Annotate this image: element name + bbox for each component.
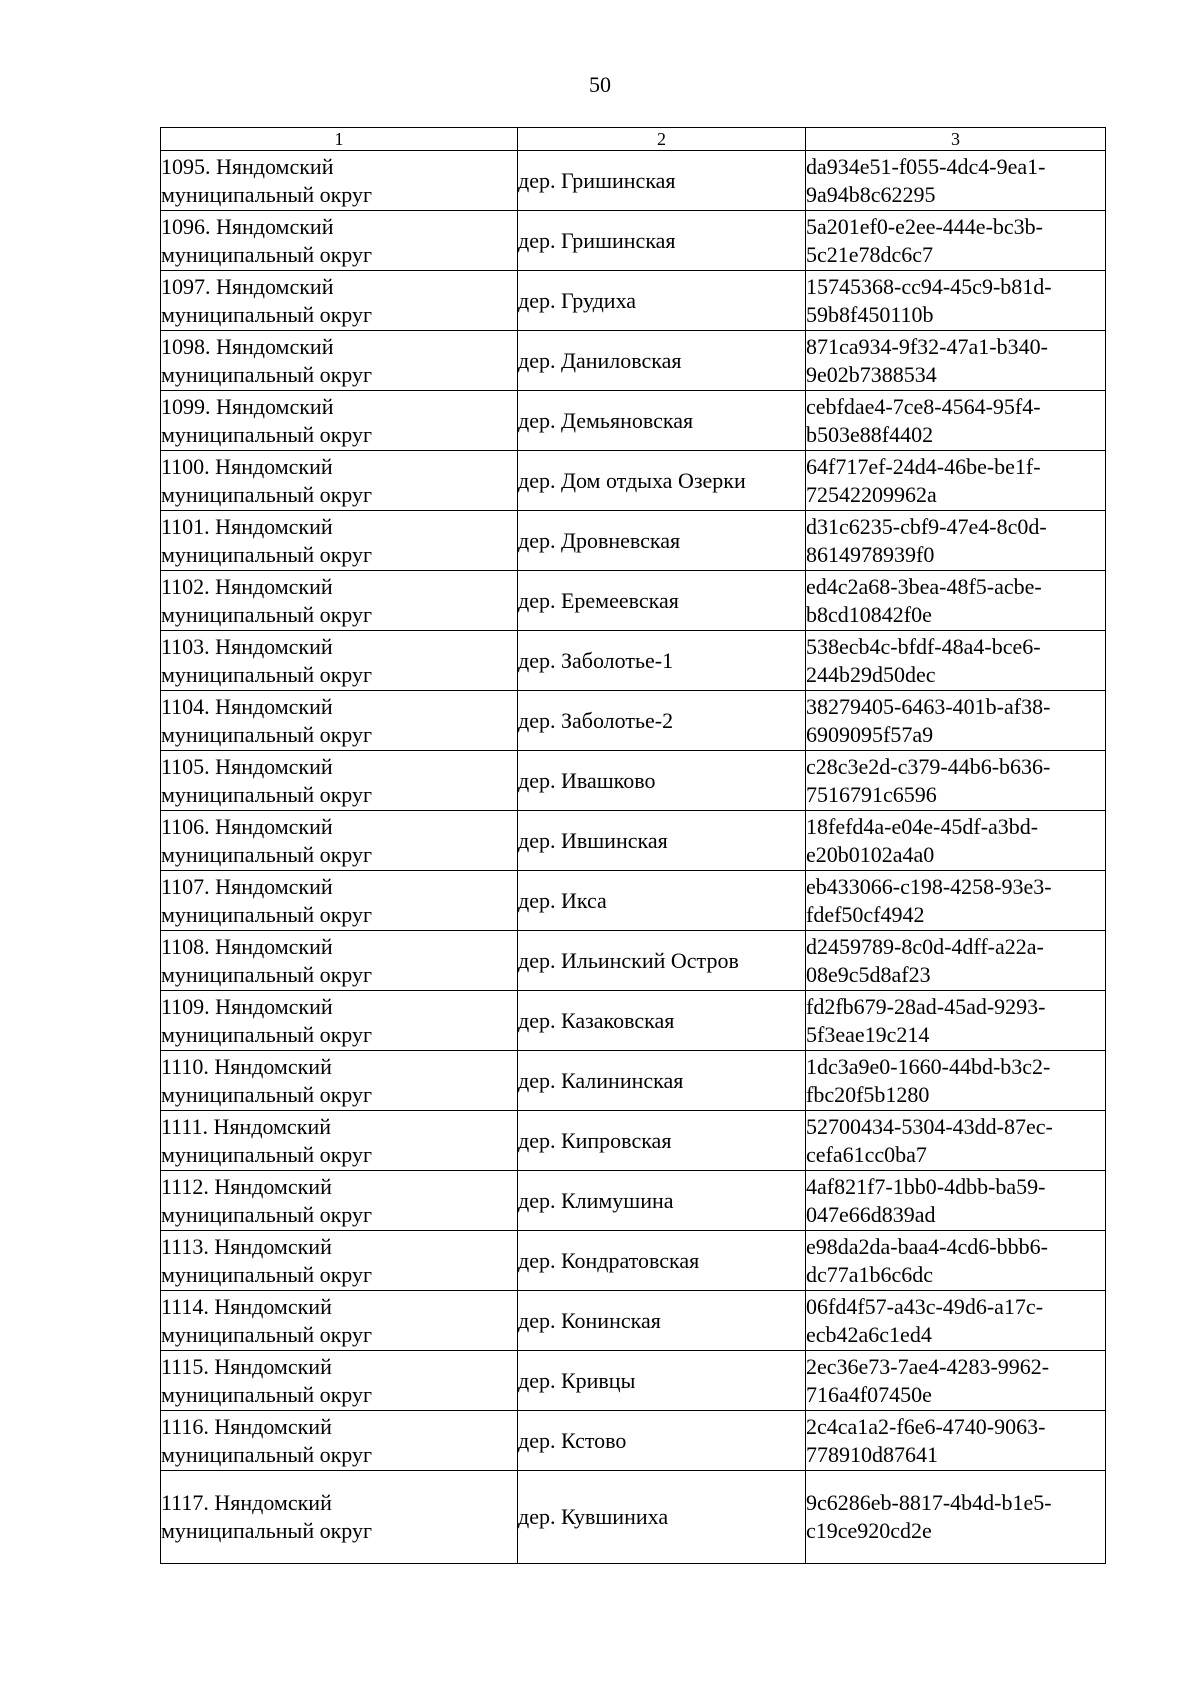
guid-text-line: 244b29d50dec <box>806 661 936 687</box>
district-cell <box>161 751 518 811</box>
district-text-line: 1110. Няндомский <box>161 1053 332 1079</box>
table-body <box>161 151 1106 1564</box>
district-text-line: муниципальный округ <box>161 661 373 687</box>
settlement-cell: дер. Конинская <box>518 1291 806 1351</box>
guid-text-line: c19ce920cd2e <box>806 1518 932 1543</box>
settlement-cell: дер. Казаковская <box>518 991 806 1051</box>
district-text-line: муниципальный округ <box>161 421 373 447</box>
guid-text-line: 9a94b8c62295 <box>806 181 936 207</box>
district-text-line: 1103. Няндомский <box>161 633 333 659</box>
district-cell <box>161 1051 518 1111</box>
settlement-cell: дер. Дом отдыха Озерки <box>518 451 806 511</box>
district-text-line: муниципальный округ <box>161 1201 373 1227</box>
guid-cell <box>806 391 1106 451</box>
district-text-line: 1101. Няндомский <box>161 513 333 539</box>
guid-text-line: 59b8f450110b <box>806 301 934 327</box>
table-row <box>161 991 1106 1051</box>
guid-cell <box>806 631 1106 691</box>
district-cell <box>161 1231 518 1291</box>
table-row <box>161 151 1106 211</box>
settlement-cell: дер. Еремеевская <box>518 571 806 631</box>
guid-text-line: 52700434-5304-43dd-87ec- <box>806 1113 1053 1139</box>
guid-cell <box>806 511 1106 571</box>
table-row <box>161 571 1106 631</box>
guid-cell <box>806 331 1106 391</box>
table-row <box>161 211 1106 271</box>
district-cell <box>161 1471 518 1564</box>
table-row <box>161 1411 1106 1471</box>
settlements-table <box>160 127 1106 1564</box>
guid-cell <box>806 871 1106 931</box>
guid-text-line: b503e88f4402 <box>806 421 934 447</box>
guid-text-line: 9c6286eb-8817-4b4d-b1e5- <box>806 1490 1052 1515</box>
guid-text-line: 538ecb4c-bfdf-48a4-bce6- <box>806 633 1041 659</box>
district-text-line: 1111. Няндомский <box>161 1113 332 1139</box>
district-text-line: 1102. Няндомский <box>161 573 333 599</box>
guid-cell <box>806 1231 1106 1291</box>
guid-text-line: d2459789-8c0d-4dff-a22a- <box>806 933 1044 959</box>
guid-cell <box>806 691 1106 751</box>
guid-cell <box>806 1111 1106 1171</box>
table-row <box>161 631 1106 691</box>
guid-text-line: 08e9c5d8af23 <box>806 961 931 987</box>
district-text-line: 1096. Няндомский <box>161 213 334 239</box>
district-cell <box>161 931 518 991</box>
district-text-line: 1117. Няндомский <box>161 1490 332 1515</box>
table-row <box>161 1051 1106 1111</box>
district-text-line: 1095. Няндомский <box>161 153 334 179</box>
district-text-line: муниципальный округ <box>161 241 373 267</box>
guid-text-line: 4af821f7-1bb0-4dbb-ba59- <box>806 1173 1046 1199</box>
guid-text-line: 2ec36e73-7ae4-4283-9962- <box>806 1353 1050 1379</box>
district-text-line: муниципальный округ <box>161 181 373 207</box>
table-row <box>161 871 1106 931</box>
district-text-line: муниципальный округ <box>161 481 373 507</box>
table-row <box>161 931 1106 991</box>
guid-cell <box>806 931 1106 991</box>
table-row <box>161 1291 1106 1351</box>
table-row <box>161 1351 1106 1411</box>
guid-cell <box>806 1411 1106 1471</box>
table-row <box>161 811 1106 871</box>
settlement-cell: дер. Грудиха <box>518 271 806 331</box>
district-text-line: муниципальный округ <box>161 1021 373 1047</box>
settlement-cell: дер. Кстово <box>518 1411 806 1471</box>
table-row <box>161 271 1106 331</box>
guid-text-line: e98da2da-baa4-4cd6-bbb6- <box>806 1233 1048 1259</box>
table-row <box>161 1171 1106 1231</box>
guid-text-line: 716a4f07450e <box>806 1381 932 1407</box>
settlement-cell: дер. Климушина <box>518 1171 806 1231</box>
district-text-line: 1106. Няндомский <box>161 813 333 839</box>
district-cell <box>161 691 518 751</box>
guid-text-line: da934e51-f055-4dc4-9ea1- <box>806 153 1046 179</box>
district-text-line: 1115. Няндомский <box>161 1353 332 1379</box>
table-row <box>161 331 1106 391</box>
table-row <box>161 1111 1106 1171</box>
district-text-line: муниципальный округ <box>161 361 373 387</box>
guid-text-line: 15745368-cc94-45c9-b81d- <box>806 273 1052 299</box>
guid-text-line: fdef50cf4942 <box>806 901 925 927</box>
guid-text-line: ecb42a6c1ed4 <box>806 1321 932 1347</box>
district-cell <box>161 571 518 631</box>
guid-text-line: 1dc3a9e0-1660-44bd-b3c2- <box>806 1053 1051 1079</box>
district-text-line: муниципальный округ <box>161 901 373 927</box>
district-text-line: муниципальный округ <box>161 841 373 867</box>
guid-text-line: cefa61cc0ba7 <box>806 1141 927 1167</box>
guid-text-line: 72542209962a <box>806 481 937 507</box>
header-row <box>161 128 1106 151</box>
settlement-cell: дер. Заболотье-1 <box>518 631 806 691</box>
settlement-cell: дер. Дровневская <box>518 511 806 571</box>
district-text-line: 1113. Няндомский <box>161 1233 332 1259</box>
district-text-line: 1104. Няндомский <box>161 693 333 719</box>
district-text-line: 1112. Няндомский <box>161 1173 332 1199</box>
district-text-line: муниципальный округ <box>161 1261 373 1287</box>
settlement-cell: дер. Даниловская <box>518 331 806 391</box>
settlement-cell: дер. Икса <box>518 871 806 931</box>
district-cell <box>161 811 518 871</box>
district-text-line: муниципальный округ <box>161 781 373 807</box>
district-cell <box>161 451 518 511</box>
column-header-2: 2 <box>518 128 806 151</box>
district-cell <box>161 331 518 391</box>
district-text-line: 1109. Няндомский <box>161 993 333 1019</box>
guid-text-line: 047e66d839ad <box>806 1201 936 1227</box>
district-text-line: муниципальный округ <box>161 541 373 567</box>
district-text-line: муниципальный округ <box>161 721 373 747</box>
district-text-line: муниципальный округ <box>161 301 373 327</box>
district-text-line: 1108. Няндомский <box>161 933 333 959</box>
district-text-line: муниципальный округ <box>161 1441 373 1467</box>
settlement-cell: дер. Заболотье-2 <box>518 691 806 751</box>
district-text-line: 1098. Няндомский <box>161 333 334 359</box>
table-row <box>161 451 1106 511</box>
guid-cell <box>806 1291 1106 1351</box>
guid-text-line: 2c4ca1a2-f6e6-4740-9063- <box>806 1413 1046 1439</box>
district-cell <box>161 211 518 271</box>
guid-text-line: ed4c2a68-3bea-48f5-acbe- <box>806 573 1042 599</box>
settlement-cell: дер. Ивашково <box>518 751 806 811</box>
column-header-1: 1 <box>161 128 518 151</box>
guid-text-line: 9e02b7388534 <box>806 361 937 387</box>
district-cell <box>161 631 518 691</box>
district-cell <box>161 151 518 211</box>
guid-text-line: 18fefd4a-e04e-45df-a3bd- <box>806 813 1039 839</box>
guid-text-line: 778910d87641 <box>806 1441 938 1467</box>
guid-cell <box>806 1051 1106 1111</box>
guid-text-line: 8614978939f0 <box>806 541 935 567</box>
guid-text-line: 5c21e78dc6c7 <box>806 241 934 267</box>
district-text-line: 1105. Няндомский <box>161 753 333 779</box>
district-cell <box>161 1111 518 1171</box>
guid-text-line: fbc20f5b1280 <box>806 1081 930 1107</box>
settlement-cell: дер. Гришинская <box>518 151 806 211</box>
guid-text-line: 7516791c6596 <box>806 781 937 807</box>
guid-cell <box>806 1471 1106 1564</box>
guid-text-line: dc77a1b6c6dc <box>806 1261 934 1287</box>
table-row <box>161 1471 1106 1564</box>
guid-text-line: e20b0102a4a0 <box>806 841 935 867</box>
district-text-line: 1100. Няндомский <box>161 453 333 479</box>
guid-cell <box>806 211 1106 271</box>
district-cell <box>161 391 518 451</box>
district-text-line: муниципальный округ <box>161 1141 373 1167</box>
table-row <box>161 1231 1106 1291</box>
district-text-line: 1097. Няндомский <box>161 273 334 299</box>
district-text-line: 1114. Няндомский <box>161 1293 332 1319</box>
guid-cell <box>806 571 1106 631</box>
guid-cell <box>806 1171 1106 1231</box>
guid-text-line: 38279405-6463-401b-af38- <box>806 693 1051 719</box>
district-cell <box>161 1351 518 1411</box>
district-text-line: муниципальный округ <box>161 601 373 627</box>
guid-cell <box>806 1351 1106 1411</box>
district-text-line: муниципальный округ <box>161 1081 373 1107</box>
table-row <box>161 511 1106 571</box>
guid-text-line: 6909095f57a9 <box>806 721 934 747</box>
guid-text-line: eb433066-c198-4258-93e3- <box>806 873 1052 899</box>
district-cell <box>161 871 518 931</box>
table-row <box>161 751 1106 811</box>
district-cell <box>161 1171 518 1231</box>
guid-cell <box>806 151 1106 211</box>
table-row <box>161 691 1106 751</box>
settlement-cell: дер. Калининская <box>518 1051 806 1111</box>
guid-text-line: 06fd4f57-a43c-49d6-a17c- <box>806 1293 1044 1319</box>
settlement-cell: дер. Ившинская <box>518 811 806 871</box>
guid-cell <box>806 991 1106 1051</box>
page-number: 50 <box>589 72 611 97</box>
settlement-cell: дер. Кривцы <box>518 1351 806 1411</box>
table-row <box>161 391 1106 451</box>
district-text-line: муниципальный округ <box>161 1321 373 1347</box>
district-cell <box>161 1411 518 1471</box>
guid-text-line: b8cd10842f0e <box>806 601 932 627</box>
district-text-line: муниципальный округ <box>161 1518 373 1543</box>
guid-text-line: c28c3e2d-c379-44b6-b636- <box>806 753 1051 779</box>
settlement-cell: дер. Демьяновская <box>518 391 806 451</box>
district-cell <box>161 991 518 1051</box>
guid-text-line: fd2fb679-28ad-45ad-9293- <box>806 993 1046 1019</box>
guid-text-line: 5f3eae19c214 <box>806 1021 930 1047</box>
settlement-cell: дер. Кувшиниха <box>518 1471 806 1564</box>
settlement-cell: дер. Гришинская <box>518 211 806 271</box>
guid-text-line: 5a201ef0-e2ee-444e-bc3b- <box>806 213 1043 239</box>
district-text-line: муниципальный округ <box>161 1381 373 1407</box>
guid-cell <box>806 751 1106 811</box>
district-text-line: 1116. Няндомский <box>161 1413 332 1439</box>
guid-cell <box>806 451 1106 511</box>
guid-cell <box>806 811 1106 871</box>
settlement-cell: дер. Кондратовская <box>518 1231 806 1291</box>
guid-text-line: 871ca934-9f32-47a1-b340- <box>806 333 1048 359</box>
guid-text-line: 64f717ef-24d4-46be-be1f- <box>806 453 1041 479</box>
column-header-3: 3 <box>806 128 1106 151</box>
district-text-line: 1099. Няндомский <box>161 393 334 419</box>
guid-text-line: d31c6235-cbf9-47e4-8c0d- <box>806 513 1047 539</box>
guid-cell <box>806 271 1106 331</box>
guid-text-line: cebfdae4-7ce8-4564-95f4- <box>806 393 1041 419</box>
district-cell <box>161 271 518 331</box>
district-cell <box>161 1291 518 1351</box>
district-text-line: муниципальный округ <box>161 961 373 987</box>
settlement-cell: дер. Ильинский Остров <box>518 931 806 991</box>
settlement-cell: дер. Кипровская <box>518 1111 806 1171</box>
district-text-line: 1107. Няндомский <box>161 873 333 899</box>
district-cell <box>161 511 518 571</box>
